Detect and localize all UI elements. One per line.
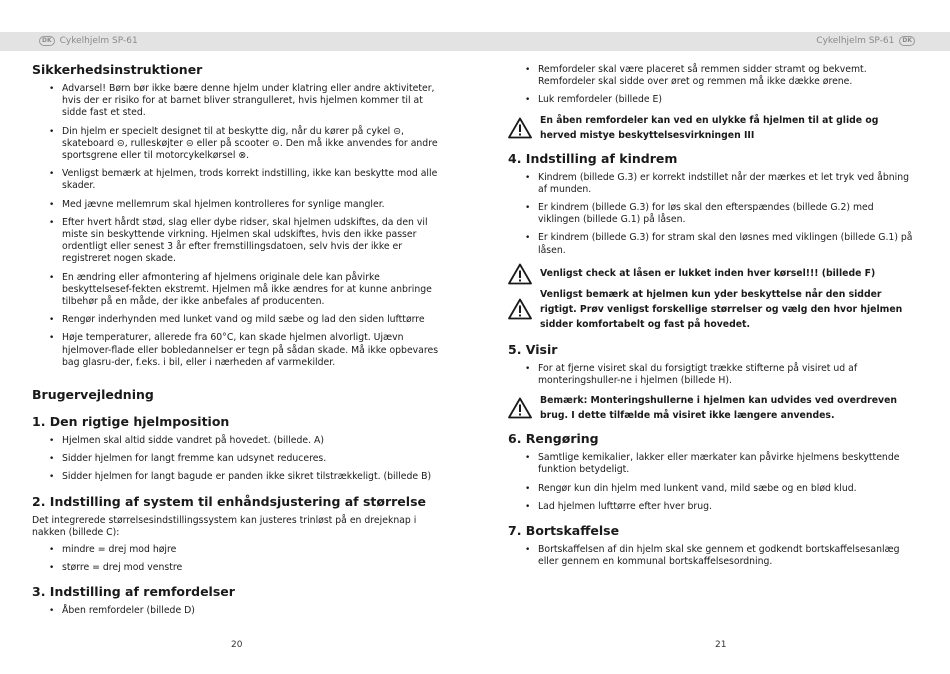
left-page xyxy=(32,62,444,624)
list-item: • Din hjelm er specielt designet til at beskytte dig, når du kører på cykel ⊝, skateboard ⊝, rulleskøjter ⊝ eller på scooter ⊝. Den må ikke anvendes for andre sportsgrene eller til motorcykelkørsel ⊗. xyxy=(32,126,444,163)
list-item: • Hjelmen skal altid sidde vandret på hovedet. (billede. A) xyxy=(32,435,444,447)
list-item: • Med jævne mellemrum skal hjelmen kontrolleres for synlige mangler. xyxy=(32,199,444,211)
position-title: 1. Den rigtige hjelmposition xyxy=(32,414,230,430)
list-item: • Bortskaffelsen af din hjelm skal ske gennem et godkendt bortskaffelsesanlæg eller gennem en kommunal bortskaffelsesordning. xyxy=(508,544,918,568)
list-item: • Høje temperaturer, allerede fra 60°C, kan skade hjelmen alvorligt. Ujævn hjelmover-flade eller bobledannelser er tegn på sådan skade. Må ikke opbevares bag glasru-der, f.eks. i bil, eller i nærheden af varmekilder. xyxy=(32,332,444,369)
visor-list xyxy=(508,363,918,387)
safety-title: Sikkerhedsinstruktioner xyxy=(32,62,203,77)
list-item: • Lad hjelmen lufttørre efter hver brug. xyxy=(508,501,918,513)
page-number-right: 21 xyxy=(715,640,727,650)
straps-title: 3. Indstilling af remfordelser xyxy=(32,584,235,600)
warning-lock xyxy=(508,263,918,285)
guide-title: Brugervejledning xyxy=(32,387,154,403)
list-item: • Sidder hjelmen for langt fremme kan udsynet reduceres. xyxy=(32,453,444,465)
warning-visor xyxy=(508,393,918,423)
straps-continued-list xyxy=(508,64,918,107)
language-badge-left: DK xyxy=(39,36,55,46)
list-item: • Rengør inderhynden med lunket vand og mild sæbe og lad den siden lufttørre xyxy=(32,314,444,326)
list-item: • større = drej mod venstre xyxy=(32,562,444,574)
chin-list xyxy=(508,172,918,257)
list-item: • mindre = drej mod højre xyxy=(32,544,444,556)
list-item: • Er kindrem (billede G.3) for stram skal den løsnes med viklingen (billede G.1) på låsen. xyxy=(508,232,918,256)
warning-text: Venligst check at låsen er lukket inden hver kørsel!!! (billede F) xyxy=(540,268,876,280)
list-item: • For at fjerne visiret skal du forsigtigt trække stifterne på visiret ud af monteringshuller-ne i hjelmen (billede H). xyxy=(508,363,918,387)
warning-icon xyxy=(508,298,540,320)
adjust-list xyxy=(32,544,444,574)
chin-title: 4. Indstilling af kindrem xyxy=(508,150,678,166)
header-bar xyxy=(0,32,950,51)
warning-group xyxy=(508,263,918,332)
list-item: • En ændring eller afmontering af hjelmens originale dele kan påvirke beskyttelsesef-fekten ekstremt. Hjelmen må ikke ændres for at kunne anbringe tilbehør på en måde, der ikke anbefales af producenten. xyxy=(32,272,444,309)
list-item: • Venligst bemærk at hjelmen, trods korrekt indstilling, ikke kan beskytte mod alle skader. xyxy=(32,168,444,192)
warning-fit xyxy=(508,287,918,332)
warning-text: Venligst bemærk at hjelmen kun yder beskyttelse når den sidder rigtigt. Prøv venligst forskellige størrelser og vælg den hvor hjelmen sidder komfortabelt og fast på hovedet. xyxy=(540,288,903,330)
list-item: • Rengør kun din hjelm med lunkent vand, mild sæbe og en blød klud. xyxy=(508,483,918,495)
warning-icon xyxy=(508,117,540,139)
safety-list xyxy=(32,83,444,369)
header-right xyxy=(816,36,920,46)
straps-list xyxy=(32,605,444,617)
list-item: • Efter hvert hårdt stød, slag eller dybe ridser, skal hjelmen udskiftes, da den vil miste sin beskyttende virkning. Hjelmen skal udskiftes, hvis den ikke passer ordentligt eller senest 3 år efter fremstillingsdatoen, selv hvis der ikke er registreret nogen skade. xyxy=(32,217,444,266)
adjust-title: 2. Indstilling af system til enhåndsjustering af størrelse xyxy=(32,493,426,509)
disposal-title: 7. Bortskaffelse xyxy=(508,523,620,539)
visor-title: 5. Visir xyxy=(508,341,558,357)
disposal-list xyxy=(508,544,918,568)
header-right-title: Cykelhjelm SP-61 xyxy=(816,36,895,46)
language-badge-right: DK xyxy=(899,36,915,46)
page-number-left: 20 xyxy=(231,640,243,650)
warning-text: Bemærk: Monteringshullerne i hjelmen kan udvides ved overdreven brug. I dette tilfælde må visiret ikke længere anvendes. xyxy=(540,395,898,422)
warning-text: En åben remfordeler kan ved en ulykke få hjelmen til at glide og herved mistye beskyttelsesvirkningen III xyxy=(540,114,879,141)
list-item: • Er kindrem (billede G.3) for løs skal den efterspændes (billede G.2) med viklingen (billede G.1) på låsen. xyxy=(508,202,918,226)
list-item: • Kindrem (billede G.3) er korrekt indstillet når der mærkes et let tryk ved åbning af munden. xyxy=(508,172,918,196)
right-page xyxy=(508,64,918,574)
position-list xyxy=(32,435,444,484)
list-item: • Advarsel! Børn bør ikke bære denne hjelm under klatring eller andre aktiviteter, hvis der er risiko for at barnet bliver strangulleret, hvis hjelmen kommer til at sidde fast et sted. xyxy=(32,83,444,120)
clean-title: 6. Rengøring xyxy=(508,431,599,447)
list-item: • Luk remfordeler (billede E) xyxy=(508,94,918,106)
warning-icon xyxy=(508,263,540,285)
list-item: • Samtlige kemikalier, lakker eller mærkater kan påvirke hjelmens beskyttende funktion betydeligt. xyxy=(508,452,918,476)
warning-strap xyxy=(508,113,918,143)
warning-icon xyxy=(508,397,540,419)
header-left xyxy=(34,36,138,46)
list-item: • Sidder hjelmen for langt bagude er panden ikke sikret tilstrækkeligt. (billede B) xyxy=(32,471,444,483)
clean-list xyxy=(508,452,918,513)
adjust-intro: Det integrerede størrelsesindstillingssystem kan justeres trinløst på en drejeknap i nakken (billede C): xyxy=(32,514,417,538)
header-left-title: Cykelhjelm SP-61 xyxy=(59,36,138,46)
list-item: • Remfordeler skal være placeret så remmen sidder stramt og bekvemt. Remfordeler skal sidde over øret og remmen må ikke dække ørene. xyxy=(508,64,918,88)
list-item: • Åben remfordeler (billede D) xyxy=(32,605,444,617)
